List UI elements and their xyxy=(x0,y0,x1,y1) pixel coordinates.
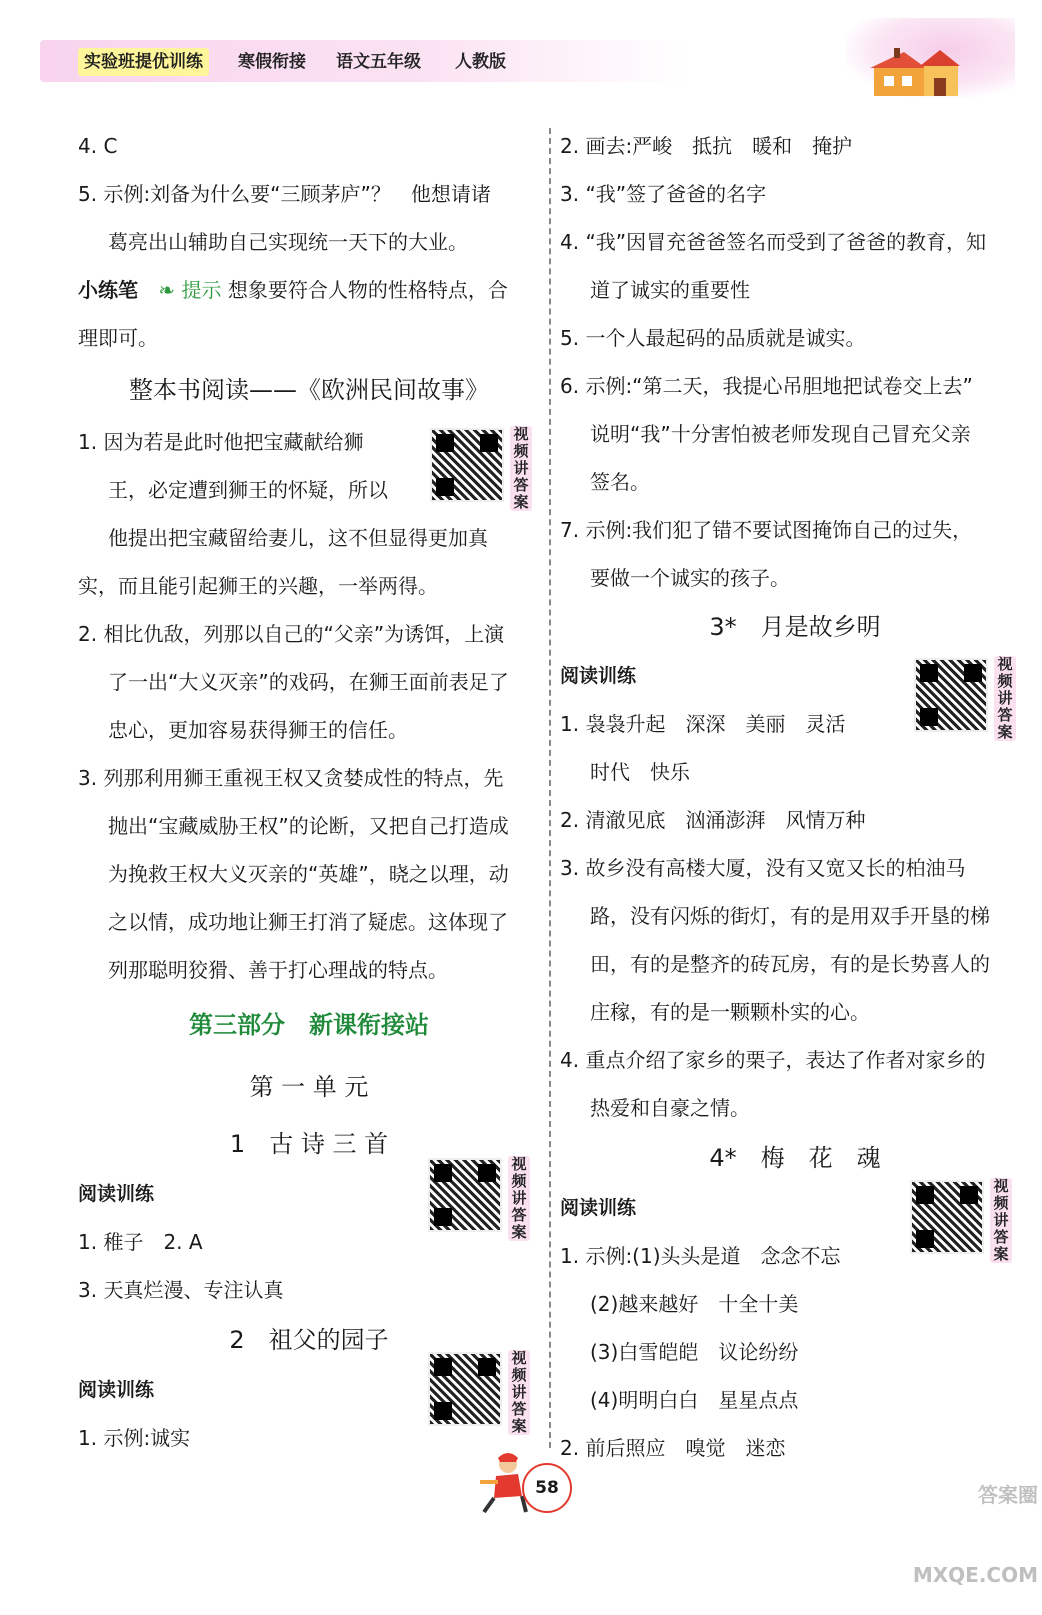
answer-line: 了一出“大义灭亲”的戏码，在狮王面前表足了 xyxy=(108,670,509,694)
answer-line: 1. 因为若是此时他把宝藏献给狮 xyxy=(78,430,364,454)
answer-line: 田，有的是整齐的砖瓦房，有的是长势喜人的 xyxy=(590,952,990,976)
header-subtitle-2: 语文五年级 xyxy=(336,52,421,72)
answer-line: 忠心，更加容易获得狮王的信任。 xyxy=(108,718,408,742)
answer-line: 3. 故乡没有高楼大厦，没有又宽又长的柏油马 xyxy=(560,856,966,880)
answer-line: 时代 快乐 xyxy=(590,760,690,784)
right-column xyxy=(560,122,1030,1472)
answer-line: 道了诚实的重要性 xyxy=(590,278,750,302)
lesson-title: 4* 梅 花 魂 xyxy=(709,1144,881,1172)
answer-line: 5. 一个人最起码的品质就是诚实。 xyxy=(560,326,866,350)
answer-line: 2. 前后照应 嗅觉 迷恋 xyxy=(560,1436,786,1460)
answer-line: 3. “我”签了爸爸的名字 xyxy=(560,182,767,206)
qr-label: 视频讲答案 xyxy=(508,1156,530,1241)
answer-line: 2. 清澈见底 汹涌澎湃 风情万种 xyxy=(560,808,866,832)
qr-label: 视频讲答案 xyxy=(508,1350,530,1435)
header-subtitle-3: 人教版 xyxy=(455,52,506,72)
column-divider xyxy=(549,128,551,1448)
answer-line: 1. 示例:(1)头头是道 念念不忘 xyxy=(560,1244,841,1268)
answer-line: 王，必定遭到狮王的怀疑，所以 xyxy=(108,478,388,502)
answer-line: 4. 重点介绍了家乡的栗子，表达了作者对家乡的 xyxy=(560,1048,986,1072)
header-subtitle-1: 寒假衔接 xyxy=(238,52,306,72)
qr-code-icon[interactable] xyxy=(910,1180,984,1254)
qr-label: 视频讲答案 xyxy=(994,656,1016,741)
answer-line: 2. 相比仇敌，列那以自己的“父亲”为诱饵，上演 xyxy=(78,622,505,646)
left-column xyxy=(78,122,540,1462)
answer-line: 1. 袅袅升起 深深 美丽 灵活 xyxy=(560,712,846,736)
qr-label: 视频讲答案 xyxy=(510,426,532,511)
answer-line: 列那聪明狡猾、善于打心理战的特点。 xyxy=(108,958,448,982)
hint-label: 提示 xyxy=(181,278,222,302)
qr-code-icon[interactable] xyxy=(428,1158,502,1232)
answer-line: 4. C xyxy=(78,134,118,158)
unit-title: 第 一 单 元 xyxy=(249,1073,369,1101)
answer-line: 实，而且能引起狮王的兴趣，一举两得。 xyxy=(78,574,438,598)
lesson-title: 3* 月是故乡明 xyxy=(709,613,881,641)
house-icon xyxy=(864,46,964,98)
page-number: 58 xyxy=(522,1463,572,1513)
answer-line: 理即可。 xyxy=(78,326,158,350)
answer-line: 庄稼，有的是一颗颗朴实的心。 xyxy=(590,1000,870,1024)
answer-line: 他提出把宝藏留给妻儿，这不但显得更加真 xyxy=(108,526,488,550)
reading-label: 阅读训练 xyxy=(560,1197,637,1219)
answer-line: 签名。 xyxy=(590,470,650,494)
mascot-icon xyxy=(478,1452,528,1516)
answer-line: 抛出“宝藏威胁王权”的论断，又把自己打造成 xyxy=(108,814,509,838)
answer-line: 6. 示例:“第二天，我提心吊胆地把试卷交上去” xyxy=(560,374,973,398)
hint-text: 想象要符合人物的性格特点，合 xyxy=(227,278,508,302)
lesson-title: 2 祖父的园子 xyxy=(229,1326,389,1354)
answer-line: 葛亮出山辅助自己实现统一天下的大业。 xyxy=(108,230,468,254)
lesson-title: 1 古 诗 三 首 xyxy=(229,1130,389,1158)
part-title: 第三部分 新课衔接站 xyxy=(189,1011,429,1039)
answer-line: 路，没有闪烁的街灯，有的是用双手开垦的梯 xyxy=(590,904,990,928)
qr-code-icon[interactable] xyxy=(914,658,988,732)
answer-line: 1. 稚子 2. A xyxy=(78,1230,203,1254)
practice-line xyxy=(78,266,540,314)
answer-line: 为挽救王权大义灭亲的“英雄”，晓之以理，动 xyxy=(108,862,509,886)
answer-line: 3. 列那利用狮王重视王权又贪婪成性的特点，先 xyxy=(78,766,504,790)
qr-label: 视频讲答案 xyxy=(990,1178,1012,1263)
answer-line: 之以情，成功地让狮王打消了疑虑。这体现了 xyxy=(108,910,508,934)
qr-code-icon[interactable] xyxy=(430,428,504,502)
brand-title: 实验班提优训练 xyxy=(78,48,209,76)
answer-line: (4)明明白白 星星点点 xyxy=(590,1388,799,1412)
answer-line: 热爱和自豪之情。 xyxy=(590,1096,750,1120)
answer-line: (3)白雪皑皑 议论纷纷 xyxy=(590,1340,799,1364)
answer-line: (2)越来越好 十全十美 xyxy=(590,1292,799,1316)
watermark: 答案圈 MXQE.COM xyxy=(912,1483,1038,1587)
answer-line: 1. 示例:诚实 xyxy=(78,1426,191,1450)
answer-line: 3. 天真烂漫、专注认真 xyxy=(78,1278,284,1302)
reading-label: 阅读训练 xyxy=(560,665,637,687)
reading-label: 阅读训练 xyxy=(78,1183,155,1205)
section-title: 整本书阅读——《欧洲民间故事》 xyxy=(129,376,489,404)
answer-line: 4. “我”因冒充爸爸签名而受到了爸爸的教育，知 xyxy=(560,230,987,254)
practice-label: 小练笔 xyxy=(78,278,138,302)
page-header xyxy=(0,0,1042,110)
answer-line: 要做一个诚实的孩子。 xyxy=(590,566,790,590)
answer-line: 7. 示例:我们犯了错不要试图掩饰自己的过失， xyxy=(560,518,973,542)
qr-code-icon[interactable] xyxy=(428,1352,502,1426)
leaf-icon: ❧ xyxy=(158,278,176,302)
answer-line: 5. 示例:刘备为什么要“三顾茅庐”？ 他想请诸 xyxy=(78,182,491,206)
answer-line: 说明“我”十分害怕被老师发现自己冒充父亲 xyxy=(590,422,971,446)
answer-line: 2. 画去:严峻 抵抗 暖和 掩护 xyxy=(560,134,853,158)
reading-label: 阅读训练 xyxy=(78,1379,155,1401)
